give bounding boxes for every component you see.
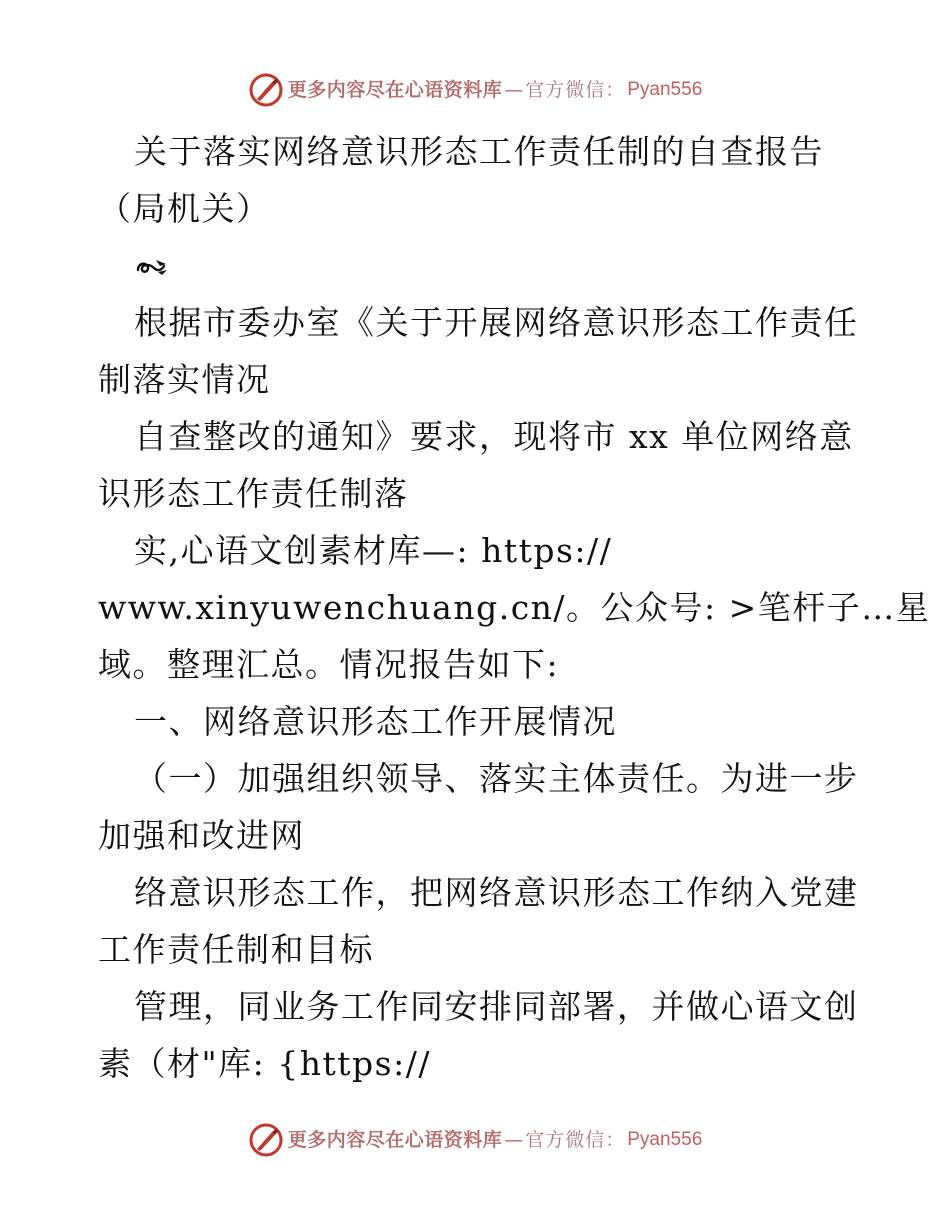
- paragraph-line: 管理，同业务工作同安排同部署，并做心语文创: [134, 987, 859, 1026]
- paragraph-line: 加强和改进网: [98, 816, 305, 855]
- watermark-separator: —: [504, 79, 524, 101]
- watermark-separator: —: [504, 1129, 524, 1151]
- paragraph-line: 根据市委办室《关于开展网络意识形态工作责任: [134, 303, 859, 342]
- pen-logo-icon: [248, 72, 284, 108]
- document-title: 关于落实网络意识形态工作责任制的自查报告: [134, 132, 824, 171]
- watermark-wechat-label: 官方微信：: [525, 79, 626, 101]
- paragraph-line: 识形态工作责任制落: [98, 474, 409, 513]
- paragraph-line: （一）加强组织领导、落实主体责任。为进一步: [134, 759, 859, 798]
- paragraph-line: www.xinyuwenchuang.cn/。公众号: >笔杆子…星: [98, 588, 931, 627]
- ornament-divider: [98, 237, 858, 294]
- watermark-wechat-id: Pyan556: [627, 1129, 703, 1150]
- watermark-wechat-label: 官方微信：: [525, 1129, 626, 1151]
- watermark-main-text: 更多内容尽在心语资料库: [287, 79, 503, 101]
- pen-logo-icon: [248, 1122, 284, 1158]
- document-subtitle: （局机关）: [98, 189, 271, 228]
- watermark-wechat-id: Pyan556: [627, 79, 703, 100]
- watermark-footer: [0, 1120, 950, 1160]
- paragraph-line: 域。整理汇总。情况报告如下:: [98, 645, 560, 684]
- watermark-main-text: 更多内容尽在心语资料库: [287, 1129, 503, 1151]
- section-heading: 一、网络意识形态工作开展情况: [134, 702, 617, 741]
- paragraph-line: 自查整改的通知》要求，现将市 xx 单位网络意: [134, 417, 854, 456]
- flourish-icon: [134, 254, 170, 278]
- watermark-header: [0, 70, 950, 110]
- paragraph-line: 制落实情况: [98, 360, 271, 399]
- paragraph-line: 络意识形态工作，把网络意识形态工作纳入党建: [134, 873, 859, 912]
- paragraph-line: 工作责任制和目标: [98, 930, 374, 969]
- paragraph-line: 实,心语文创素材库—: https://: [134, 531, 613, 570]
- document-body: [98, 123, 931, 1092]
- paragraph-line: 素（材"库: {https://: [98, 1044, 431, 1083]
